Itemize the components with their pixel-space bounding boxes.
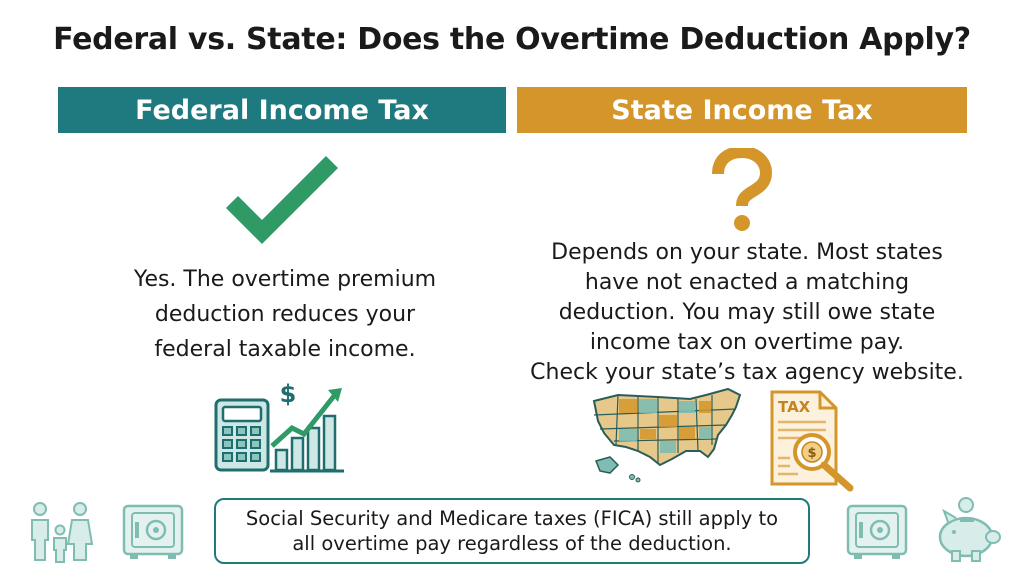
question-mark-icon — [700, 148, 780, 233]
state-answer-line: Check your state’s tax agency website. — [530, 360, 964, 385]
family-icon — [26, 500, 98, 564]
us-map-icon — [588, 385, 750, 485]
state-header-label: State Income Tax — [611, 94, 873, 126]
fica-note — [214, 498, 810, 564]
state-header — [517, 87, 967, 133]
tax-document-label: TAX — [778, 398, 811, 416]
state-answer-line: Depends on your state. Most states — [551, 240, 943, 265]
federal-header — [58, 87, 506, 133]
fica-note-line: Social Security and Medicare taxes (FICA) still apply to — [245, 507, 779, 530]
checkmark-icon — [222, 150, 342, 245]
state-answer-line: deduction. You may still owe state — [558, 300, 936, 325]
federal-answer-line: Yes. The overtime premium — [133, 267, 437, 292]
safe-icon — [844, 502, 910, 562]
federal-answer — [80, 262, 490, 367]
calculator-growth-chart-icon — [210, 378, 350, 478]
federal-answer-line: deduction reduces your — [154, 302, 416, 327]
safe-icon — [120, 502, 186, 562]
federal-header-label: Federal Income Tax — [135, 94, 429, 126]
calculator-dollar-sign: $ — [279, 380, 297, 408]
piggy-bank-icon — [930, 495, 1004, 565]
state-answer-line: income tax on overtime pay. — [589, 330, 905, 355]
page-title: Federal vs. State: Does the Overtime Deduction Apply? — [53, 22, 971, 57]
fica-note-line: all overtime pay regardless of the deduction. — [292, 532, 732, 555]
state-answer — [512, 238, 982, 388]
federal-answer-line: federal taxable income. — [154, 337, 416, 362]
state-answer-line: have not enacted a matching — [584, 270, 910, 295]
tax-document-icon — [768, 388, 860, 494]
tax-document-dollar-sign: $ — [807, 446, 817, 461]
